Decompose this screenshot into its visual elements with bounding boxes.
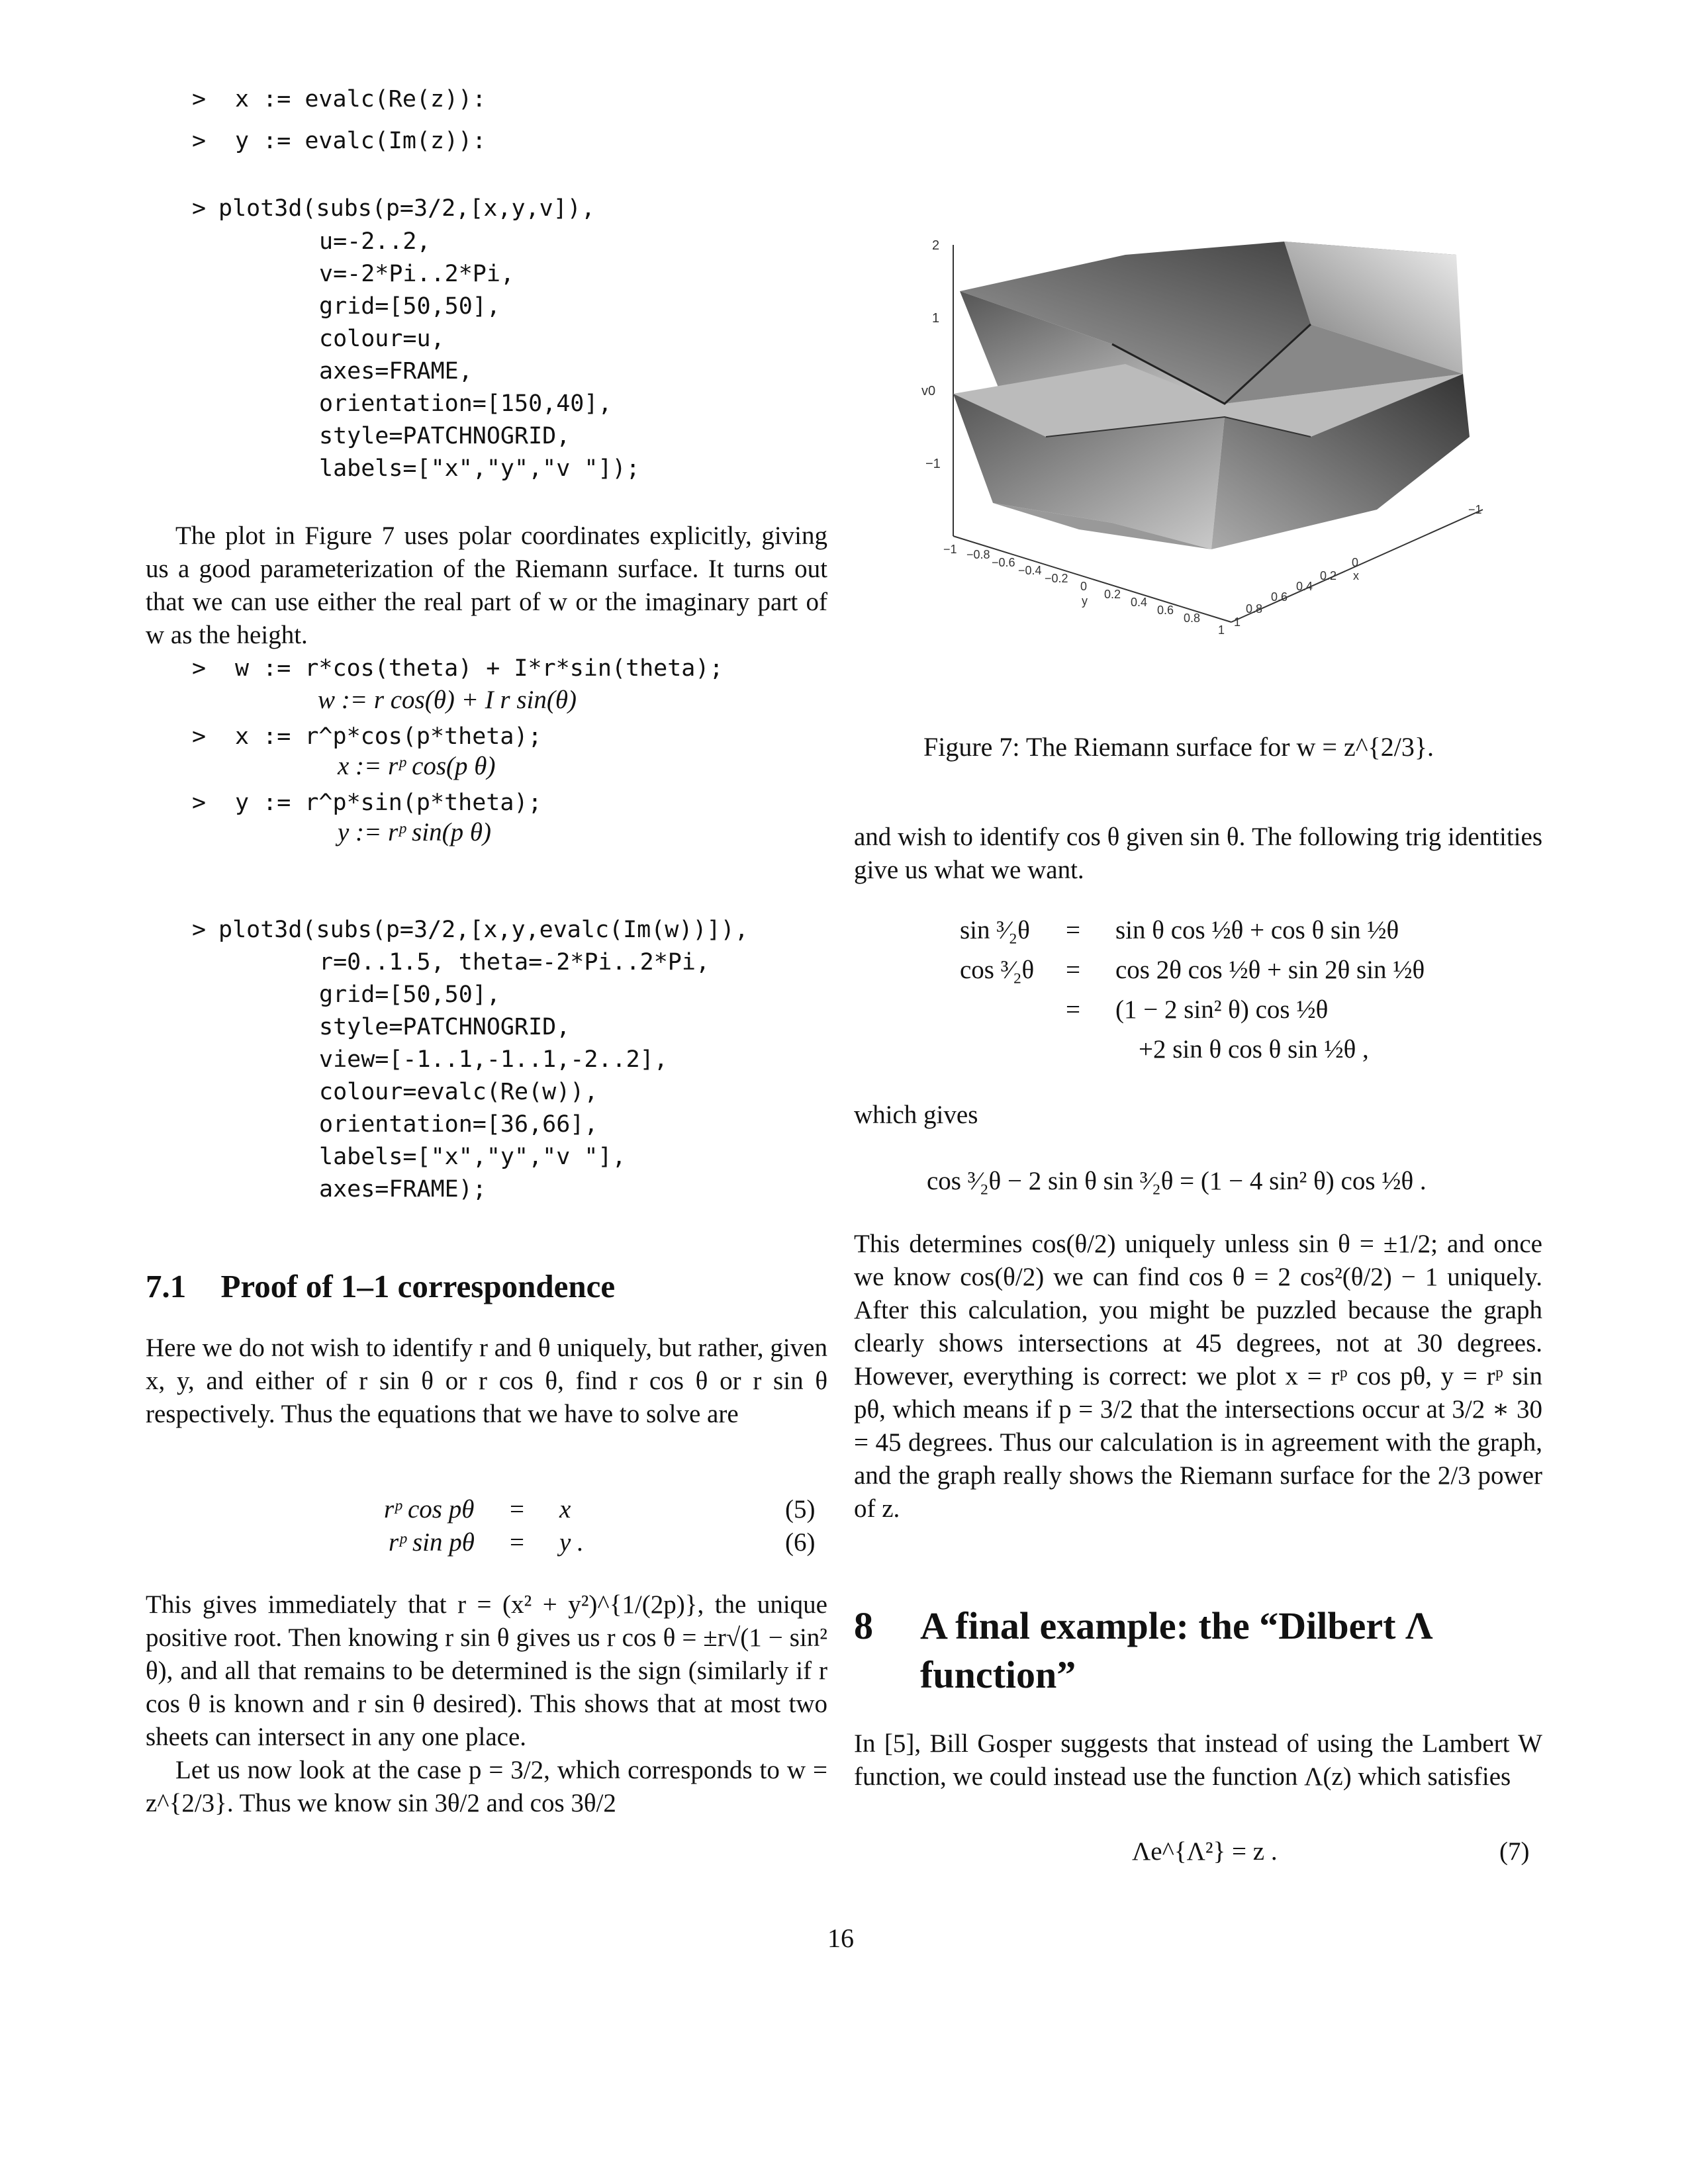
paragraph: Here we do not wish to identify r and θ uniquely, but rather, given x, y, and either of r sin θ or r cos θ, find r cos θ or r sin θ respectively. Thus the equations that we have to solve are bbox=[146, 1334, 827, 1428]
tick-label: 1 bbox=[1234, 615, 1241, 629]
code-line: y := r^p*sin(p*theta); bbox=[235, 790, 542, 816]
tick-label: 0 bbox=[1352, 556, 1359, 569]
code-line: style=PATCHNOGRID, bbox=[319, 423, 571, 449]
tick-label: 0.6 bbox=[1271, 590, 1288, 604]
axis-label: x bbox=[1353, 569, 1359, 582]
equation-number: (7) bbox=[1499, 1837, 1530, 1866]
paragraph: which gives bbox=[854, 1101, 978, 1129]
equation: cos ³⁄₂θ − 2 sin θ sin ³⁄₂θ = (1 − 4 sin² θ) cos ½θ . bbox=[927, 1167, 1427, 1195]
maple-output: x := rᵖ cos(p θ) bbox=[338, 752, 496, 780]
tick-label: 1 bbox=[932, 311, 940, 326]
paragraph: This determines cos(θ/2) uniquely unless sin θ = ±1/2; and once we know cos(θ/2) we can find cos θ = 2 cos²(θ/2) − 1 uniquely. After this calculation, you might be puzzled because the graph clearly shows intersections at 45 degrees, not at 30 degrees. However, everything is correct: we plot x = rᵖ cos pθ, y = rᵖ sin pθ, which means if p = 3/2 that the intersections occur at 3/2 ∗ 30 = 45 degrees. Thus our calculation is in agreement with the graph, and the graph really shows the Riemann surface for the 2/3 power of z. bbox=[854, 1230, 1542, 1523]
equation-lhs: rᵖ cos pθ bbox=[384, 1495, 475, 1524]
section-number: 7.1 bbox=[146, 1268, 187, 1304]
tick-label: 1 bbox=[1218, 623, 1225, 637]
trig-rhs: +2 sin θ cos θ sin ½θ , bbox=[1139, 1035, 1369, 1064]
tick-label: −0.2 bbox=[1045, 572, 1068, 585]
tick-label: −0.8 bbox=[966, 548, 990, 561]
code-line: labels=["x","y","v "]); bbox=[319, 455, 640, 482]
tick-label: 0 bbox=[1080, 580, 1088, 593]
maple-output: w := r cos(θ) + I r sin(θ) bbox=[318, 686, 577, 714]
equation-number: (5) bbox=[785, 1495, 816, 1524]
tick-label: 0.6 bbox=[1157, 604, 1174, 617]
code-line: grid=[50,50], bbox=[319, 293, 500, 320]
code-line: axes=FRAME, bbox=[319, 358, 473, 385]
maple-output: y := rᵖ sin(p θ) bbox=[338, 818, 491, 846]
code-line: v=-2*Pi..2*Pi, bbox=[319, 261, 515, 287]
tick-label: −1 bbox=[943, 543, 957, 556]
code-line: plot3d(subs(p=3/2,[x,y,v]), bbox=[218, 195, 595, 222]
y-axis-line bbox=[953, 536, 1231, 622]
paragraph: In [5], Bill Gosper suggests that instead of using the Lambert W function, we could instead use the function Λ(z) which satisfies bbox=[854, 1729, 1542, 1791]
tick-label: 0.2 bbox=[1104, 588, 1121, 601]
code-line: x := evalc(Re(z)): bbox=[235, 86, 487, 113]
code-line: r=0..1.5, theta=-2*Pi..2*Pi, bbox=[319, 949, 710, 976]
paragraph: This gives immediately that r = (x² + y²)^{1/(2p)}, the unique positive root. Then knowing r sin θ gives us r cos θ = ±r√(1 − sin² θ), and all that remains to be determined is the sign (similarly if r cos θ is known and r sin θ desired). This shows that at most two sheets can intersect in any one place. bbox=[146, 1590, 827, 1751]
trig-rhs: (1 − 2 sin² θ) cos ½θ bbox=[1115, 995, 1329, 1024]
tick-label: 0.8 bbox=[1184, 612, 1201, 625]
section-heading bbox=[146, 1267, 615, 1305]
paragraph: Let us now look at the case p = 3/2, which corresponds to w = z^{2/3}. Thus we know sin 3θ/2 and cos 3θ/2 bbox=[146, 1756, 827, 1817]
code-line: colour=u, bbox=[319, 326, 445, 352]
tick-label: 2 bbox=[932, 238, 940, 253]
section-title: A final example: the “Dilbert Λ bbox=[920, 1604, 1433, 1647]
section-title: Proof of 1–1 correspondence bbox=[220, 1268, 616, 1304]
tick-label: −0.6 bbox=[992, 556, 1015, 569]
code-line: style=PATCHNOGRID, bbox=[319, 1014, 571, 1040]
riemann-surface-plot bbox=[914, 218, 1509, 642]
tick-label: 0.2 bbox=[1320, 569, 1337, 582]
equation-rhs: y . bbox=[559, 1528, 584, 1557]
code-line: w := r*cos(theta) + I*r*sin(theta); bbox=[235, 655, 724, 682]
trig-lhs: sin ³⁄₂θ bbox=[960, 916, 1030, 944]
tick-label: 0.4 bbox=[1131, 596, 1148, 609]
trig-rhs: sin θ cos ½θ + cos θ sin ½θ bbox=[1115, 916, 1399, 944]
section-heading bbox=[854, 1602, 1433, 1696]
equation: Λe^{Λ²} = z . bbox=[1132, 1837, 1278, 1866]
figure-caption: Figure 7: The Riemann surface for w = z^{2/3}. bbox=[923, 732, 1434, 762]
code-line: y := evalc(Im(z)): bbox=[235, 128, 487, 154]
section-number: 8 bbox=[854, 1604, 873, 1647]
equation-lhs: rᵖ sin pθ bbox=[389, 1528, 475, 1557]
tick-label: v0 bbox=[921, 384, 936, 398]
paragraph: The plot in Figure 7 uses polar coordinates explicitly, giving us a good parameterization of the Riemann surface. It turns out that we can use either the real part of w or the imaginary part of w as the height. bbox=[146, 522, 827, 649]
tick-label: 0.8 bbox=[1246, 602, 1263, 615]
tick-label: −0.4 bbox=[1018, 564, 1042, 577]
axis-label: y bbox=[1082, 594, 1088, 608]
paragraph: and wish to identify cos θ given sin θ. The following trig identities give us what we want. bbox=[854, 823, 1542, 884]
tick-label: −1 bbox=[925, 457, 941, 471]
code-line: labels=["x","y","v "], bbox=[319, 1144, 626, 1170]
section-title: function” bbox=[920, 1653, 1076, 1696]
trig-lhs: cos ³⁄₂θ bbox=[960, 956, 1035, 984]
code-line: orientation=[150,40], bbox=[319, 390, 612, 417]
page-number: 16 bbox=[827, 1923, 854, 1953]
equation-number: (6) bbox=[785, 1528, 816, 1557]
code-line: plot3d(subs(p=3/2,[x,y,evalc(Im(w))]), bbox=[218, 917, 749, 943]
code-line: grid=[50,50], bbox=[319, 981, 500, 1008]
equation-rhs: x bbox=[559, 1495, 571, 1524]
code-line: colour=evalc(Re(w)), bbox=[319, 1079, 598, 1105]
figure-7 bbox=[914, 218, 1509, 642]
trig-rhs: cos 2θ cos ½θ + sin 2θ sin ½θ bbox=[1115, 956, 1425, 984]
code-line: axes=FRAME); bbox=[319, 1176, 487, 1203]
code-line: orientation=[36,66], bbox=[319, 1111, 598, 1138]
code-line: view=[-1..1,-1..1,-2..2], bbox=[319, 1046, 668, 1073]
code-line: u=-2..2, bbox=[319, 228, 431, 255]
code-line: x := r^p*cos(p*theta); bbox=[235, 723, 542, 750]
tick-label: 0.4 bbox=[1296, 580, 1313, 593]
tick-label: −1 bbox=[1468, 503, 1482, 516]
